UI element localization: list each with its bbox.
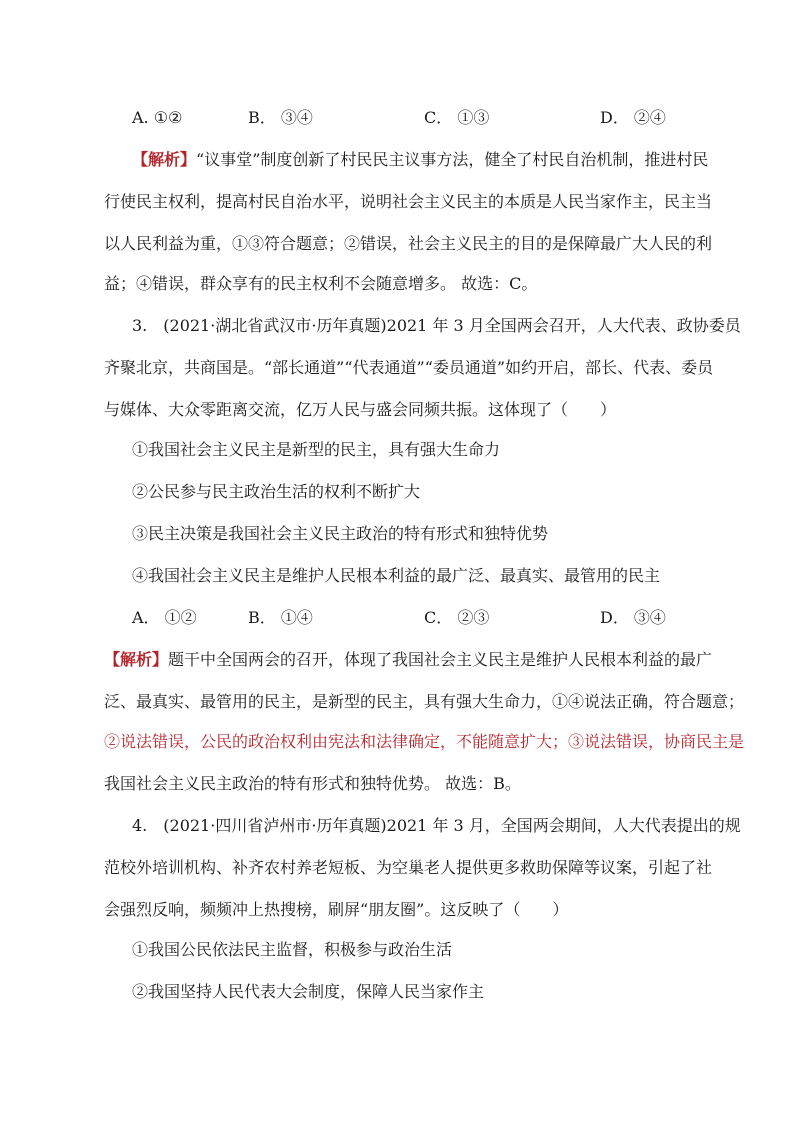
option-d: D． ②④ [600, 108, 666, 127]
analysis-text: 以人民利益为重，①③符合题意；②错误，社会主义民主的目的是保障最广大人民的利 [104, 234, 713, 253]
statement: ①我国公民依法民主监督，积极参与政治生活 [132, 940, 453, 959]
option-b: B． ③④ [248, 108, 313, 127]
question-3-line-3 [0, 396, 794, 424]
statement: ①我国社会主义民主是新型的民主，具有强大生命力 [132, 440, 501, 459]
question-3-statement-3 [0, 520, 794, 548]
analysis-3-line-1 [0, 646, 794, 674]
statement: ②我国坚持人民代表大会制度，保障人民当家作主 [132, 982, 485, 1001]
question-4-line-2 [0, 854, 794, 882]
question-3-statement-1 [0, 436, 794, 464]
question-stem: 齐聚北京，共商国是。“部长通道”“代表通道”“委员通道”如约开启，部长、代表、委员 [104, 358, 714, 377]
question-4-statement-1 [0, 936, 794, 964]
analysis-2-line-3 [0, 230, 794, 258]
question-stem: 范校外培训机构、补齐农村养老短板、为空巢老人提供更多救助保障等议案，引起了社 [104, 858, 713, 877]
analysis-text: 益；④错误，群众享有的民主权利不会随意增多。 故选：C。 [104, 274, 538, 293]
statement: ②公民参与民主政治生活的权利不断扩大 [132, 482, 421, 501]
analysis-text: 我国社会主义民主政治的特有形式和独特优势。 故选：B。 [104, 774, 521, 793]
question-4-statement-2 [0, 978, 794, 1006]
option-a: A． ①② [132, 608, 197, 627]
question-3-statement-2 [0, 478, 794, 506]
option-a: A. ①② [132, 108, 183, 127]
statement: ③民主决策是我国社会主义民主政治的特有形式和独特优势 [132, 524, 549, 543]
analysis-text: 泛、最真实、最管用的民主，是新型的民主，具有强大生命力，①④说法正确，符合题意； [104, 692, 745, 711]
question-stem: 3. (2021·湖北省武汉市·历年真题)2021 年 3 月全国两会召开，人大代表、政协委员 [132, 316, 741, 335]
analysis-text: 行使民主权利，提高村民自治水平，说明社会主义民主的本质是人民当家作主，民主当 [104, 192, 713, 211]
option-b: B． ①④ [248, 608, 313, 627]
question-3-options [0, 604, 794, 632]
question-stem: 会强烈反响，频频冲上热搜榜，刷屏“朋友圈”。这反映了（ ） [104, 900, 569, 919]
question-3-line-1 [0, 312, 794, 340]
analysis-text: 题干中全国两会的召开，体现了我国社会主义民主是维护人民根本利益的最广 [168, 650, 713, 669]
analysis-2-line-2 [0, 188, 794, 216]
option-c: C． ②③ [424, 608, 490, 627]
statement: ④我国社会主义民主是维护人民根本利益的最广泛、最真实、最管用的民主 [132, 566, 661, 585]
question-3-line-2 [0, 354, 794, 382]
question-stem: 4. (2021·四川省泸州市·历年真题)2021 年 3 月，全国两会期间，人大代表提出的规 [132, 816, 741, 835]
question-4-line-1 [0, 812, 794, 840]
analysis-3-line-2 [0, 688, 794, 716]
analysis-tag: 【解析】 [132, 150, 197, 169]
question-stem: 与媒体、大众零距离交流，亿万人民与盛会同频共振。这体现了（ ） [104, 400, 617, 419]
analysis-3-line-4 [0, 770, 794, 798]
analysis-2-line-4 [0, 270, 794, 298]
analysis-2-line-1 [0, 146, 794, 174]
question-2-options [0, 104, 794, 132]
analysis-text-red: ②说法错误，公民的政治权利由宪法和法律确定，不能随意扩大；③说法错误，协商民主是 [104, 732, 745, 751]
question-4-line-3 [0, 896, 794, 924]
question-3-statement-4 [0, 562, 794, 590]
analysis-text: “议事堂”制度创新了村民民主议事方法，健全了村民自治机制，推进村民 [196, 150, 709, 169]
option-d: D． ③④ [600, 608, 666, 627]
analysis-3-line-3-highlighted [0, 728, 794, 756]
analysis-tag: 【解析】 [104, 650, 169, 669]
option-c: C． ①③ [424, 108, 490, 127]
